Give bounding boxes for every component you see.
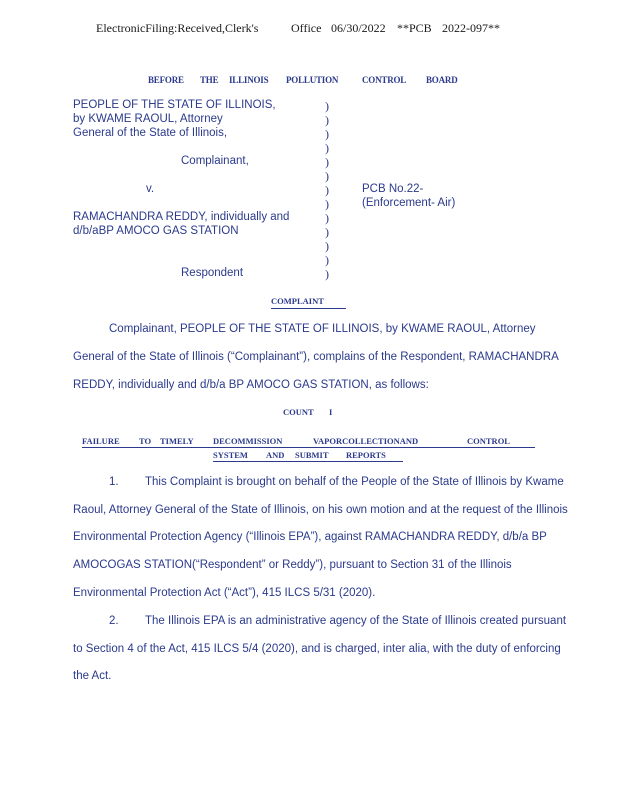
filing-number: 2022-097** [442, 21, 500, 35]
paragraph-2-number: 2. [109, 615, 119, 627]
filing-date: 06/30/2022 [331, 21, 386, 35]
filing-office: Office [291, 21, 322, 35]
paragraph-1-line-2: Raoul, Attorney General of the State of Illinois, on his own motion and at the request of the Illinois [73, 504, 568, 516]
filing-pcb: **PCB [397, 21, 432, 35]
defendant-line-2: d/b/aBP AMOCO GAS STATION [73, 225, 239, 237]
paragraph-1-line-5: Environmental Protection Act (“Act”), 415 ILCS 5/31 (2020). [73, 587, 376, 599]
paragraph-2-line-3: the Act. [73, 670, 112, 682]
paragraph-1-number: 1. [109, 476, 119, 488]
count-heading-word: FAILURE [82, 436, 120, 446]
caption-paren: ) [325, 113, 329, 127]
count-heading-underline-2 [213, 461, 403, 462]
caption-paren: ) [325, 141, 329, 155]
count-heading-word: SUBMIT [295, 450, 329, 460]
board-word-illinois: ILLINOIS [229, 75, 269, 85]
count-label: COUNT [283, 407, 314, 417]
respondent-label: Respondent [181, 267, 244, 279]
count-heading-word: DECOMMISSION [213, 436, 283, 446]
plaintiff-line-2: by KWAME RAOUL, Attorney [73, 113, 223, 125]
paragraph-1-line-4: AMOCOGAS STATION(“Respondent” or Reddy”), pursuant to Section 31 of the Illinois [73, 559, 512, 571]
caption-paren: ) [325, 183, 329, 197]
board-word-the: THE [200, 75, 219, 85]
count-heading-word: CONTROL [467, 436, 510, 446]
count-heading-word: VAPORCOLLECTIONAND [313, 436, 419, 446]
case-number: PCB No.22- [362, 183, 424, 195]
paragraph-2-line-1: The Illinois EPA is an administrative agency of the State of Illinois created pursuant [145, 615, 567, 627]
intro-line-2: General of the State of Illinois (“Complainant”), complains of the Respondent, RAMACHANDRA [73, 351, 559, 363]
complaint-title-underline [271, 308, 346, 309]
defendant-line-1: RAMACHANDRA REDDY, individually and [73, 211, 290, 223]
board-word-before: BEFORE [148, 75, 184, 85]
count-heading-word: REPORTS [346, 450, 386, 460]
caption-paren: ) [325, 197, 329, 211]
case-type: (Enforcement- Air) [362, 197, 456, 209]
count-heading-word: AND [266, 450, 285, 460]
plaintiff-line-3: General of the State of Illinois, [73, 127, 228, 139]
caption-paren: ) [325, 253, 329, 267]
caption-paren: ) [325, 169, 329, 183]
board-word-control: CONTROL [362, 75, 407, 85]
paragraph-2-line-2: to Section 4 of the Act, 415 ILCS 5/4 (2020), and is charged, inter alia, with the duty of enforcing [73, 643, 561, 655]
caption-paren: ) [325, 225, 329, 239]
caption-paren: ) [325, 155, 329, 169]
count-heading-underline [82, 447, 535, 448]
paragraph-1-line-3: Environmental Protection Agency (“Illinois EPA”), against RAMACHANDRA REDDY, d/b/a BP [73, 531, 547, 543]
complaint-title: COMPLAINT [271, 296, 324, 306]
caption-paren: ) [325, 127, 329, 141]
paragraph-1-line-1: This Complaint is brought on behalf of the People of the State of Illinois by Kwame [145, 476, 564, 488]
count-heading-word: TIMELY [160, 436, 194, 446]
caption-paren: ) [325, 99, 329, 113]
versus-label: v. [146, 183, 155, 195]
count-heading-word: SYSTEM [213, 450, 248, 460]
board-word-pollution: POLLUTION [286, 75, 339, 85]
caption-paren: ) [325, 267, 329, 281]
board-word-board: BOARD [426, 75, 458, 85]
filing-stamp: ElectronicFiling:Received,Clerk's [96, 21, 259, 35]
plaintiff-line-1: PEOPLE OF THE STATE OF ILLINOIS, [73, 99, 276, 111]
caption-paren: ) [325, 239, 329, 253]
count-number: I [329, 407, 333, 417]
caption-paren: ) [325, 211, 329, 225]
intro-line-3: REDDY, individually and d/b/a BP AMOCO GAS STATION, as follows: [73, 379, 429, 391]
intro-line-1: Complainant, PEOPLE OF THE STATE OF ILLINOIS, by KWAME RAOUL, Attorney [109, 323, 536, 335]
complainant-label: Complainant, [181, 155, 249, 167]
count-heading-word: TO [139, 436, 152, 446]
